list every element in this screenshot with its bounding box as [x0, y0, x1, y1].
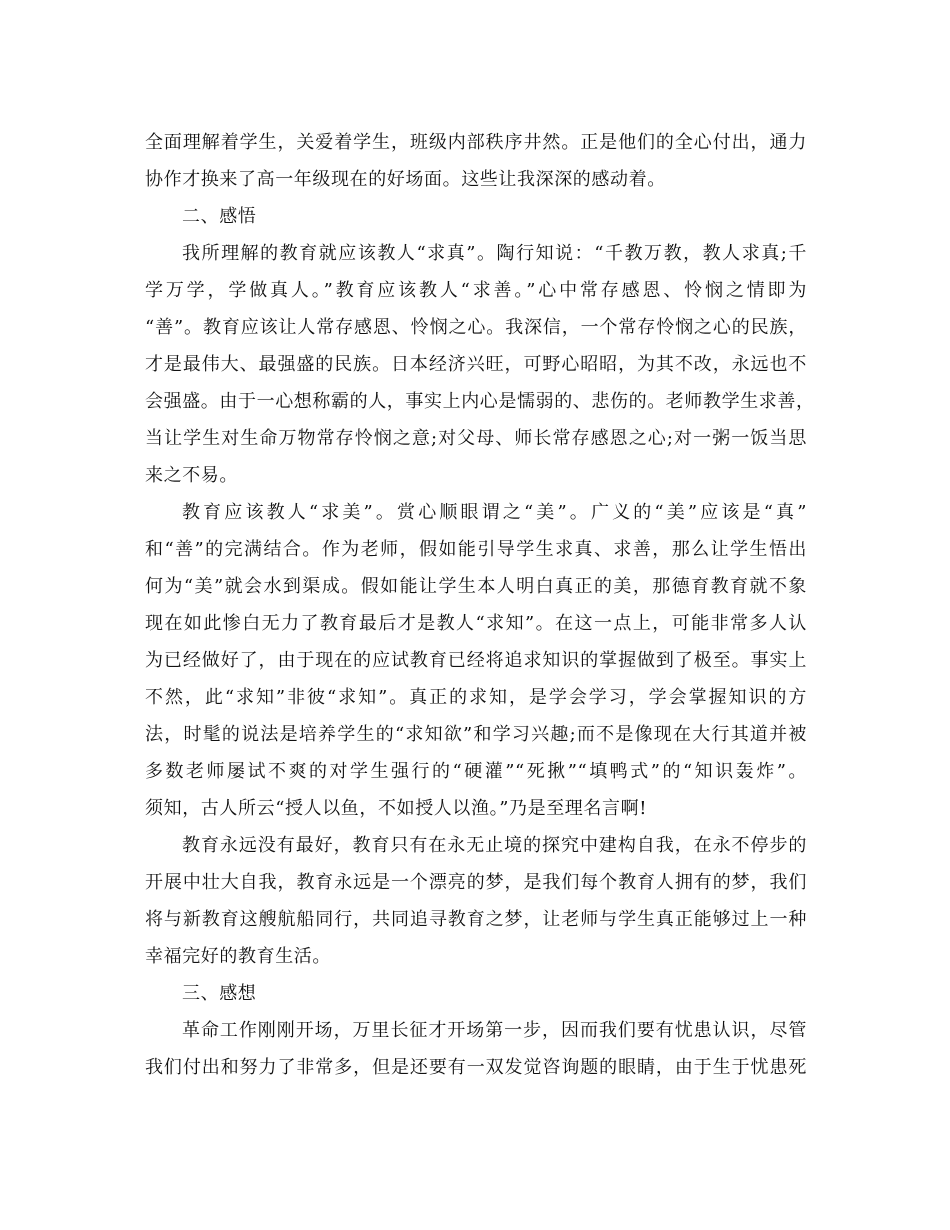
text-line: 来之不易。 [145, 465, 238, 486]
text-line: 我所理解的教育就应该教人“求真”。陶行知说：“千教万教，教人求真;千 [182, 243, 807, 264]
text-line: 革命工作刚刚开场，万里长征才开场第一步，因而我们要有忧患认识，尽管 [182, 1020, 807, 1041]
text-line: 协作才换来了高一年级现在的好场面。这些让我深深的感动着。 [145, 169, 666, 190]
text-line: 幸福完好的教育生活。 [145, 946, 331, 967]
text-line: 开展中壮大自我，教育永远是一个漂亮的梦，是我们每个教育人拥有的梦，我们 [145, 872, 807, 893]
text-line: 当让学生对生命万物常存怜悯之意;对父母、师长常存感恩之心;对一粥一饭当思 [145, 428, 807, 449]
text-line: 为已经做好了，由于现在的应试教育已经将追求知识的掌握做到了极至。事实上 [145, 650, 807, 671]
text-line: 多数老师屡试不爽的对学生强行的“硬灌”“死揪”“填鸭式”的“知识轰炸”。 [145, 761, 807, 782]
text-line: “善”。教育应该让人常存感恩、怜悯之心。我深信，一个常存怜悯之心的民族， [145, 317, 807, 338]
text-line: 将与新教育这艘航船同行，共同追寻教育之梦，让老师与学生真正能够过上一种 [145, 909, 807, 930]
text-line: 教育永远没有最好，教育只有在永无止境的探究中建构自我，在永不停步的 [182, 835, 807, 856]
text-line: 才是最伟大、最强盛的民族。日本经济兴旺，可野心昭昭，为其不改，永远也不 [145, 354, 807, 375]
text-line: 何为“美”就会水到渠成。假如能让学生本人明白真正的美，那德育教育就不象 [145, 576, 807, 597]
text-line: 须知，古人所云“授人以鱼，不如授人以渔。”乃是至理名言啊! [145, 798, 648, 819]
text-line: 法，时髦的说法是培养学生的“求知欲”和学习兴趣;而不是像现在大行其道并被 [145, 724, 807, 745]
text-line: 教育应该教人“求美”。赏心顺眼谓之“美”。广义的“美”应该是“真” [182, 502, 807, 523]
section-heading: 二、感悟 [182, 206, 257, 227]
text-line: 会强盛。由于一心想称霸的人，事实上内心是懦弱的、悲伤的。老师教学生求善， [145, 391, 815, 412]
text-line: 我们付出和努力了非常多，但是还要有一双发觉咨询题的眼睛，由于生于忧患死 [145, 1057, 807, 1078]
text-line: 和“善”的完满结合。作为老师，假如能引导学生求真、求善，那么让学生悟出 [145, 539, 807, 560]
text-line: 不然，此“求知”非彼“求知”。真正的求知，是学会学习，学会掌握知识的方 [145, 687, 807, 708]
text-line: 全面理解着学生，关爱着学生，班级内部秩序井然。正是他们的全心付出，通力 [145, 132, 807, 153]
text-line: 现在如此惨白无力了教育最后才是教人“求知”。在这一点上，可能非常多人认 [145, 613, 807, 634]
text-line: 学万学，学做真人。”教育应该教人“求善。”心中常存感恩、怜悯之情即为 [145, 280, 807, 301]
section-heading: 三、感想 [182, 983, 257, 1004]
document-body [145, 124, 815, 1086]
